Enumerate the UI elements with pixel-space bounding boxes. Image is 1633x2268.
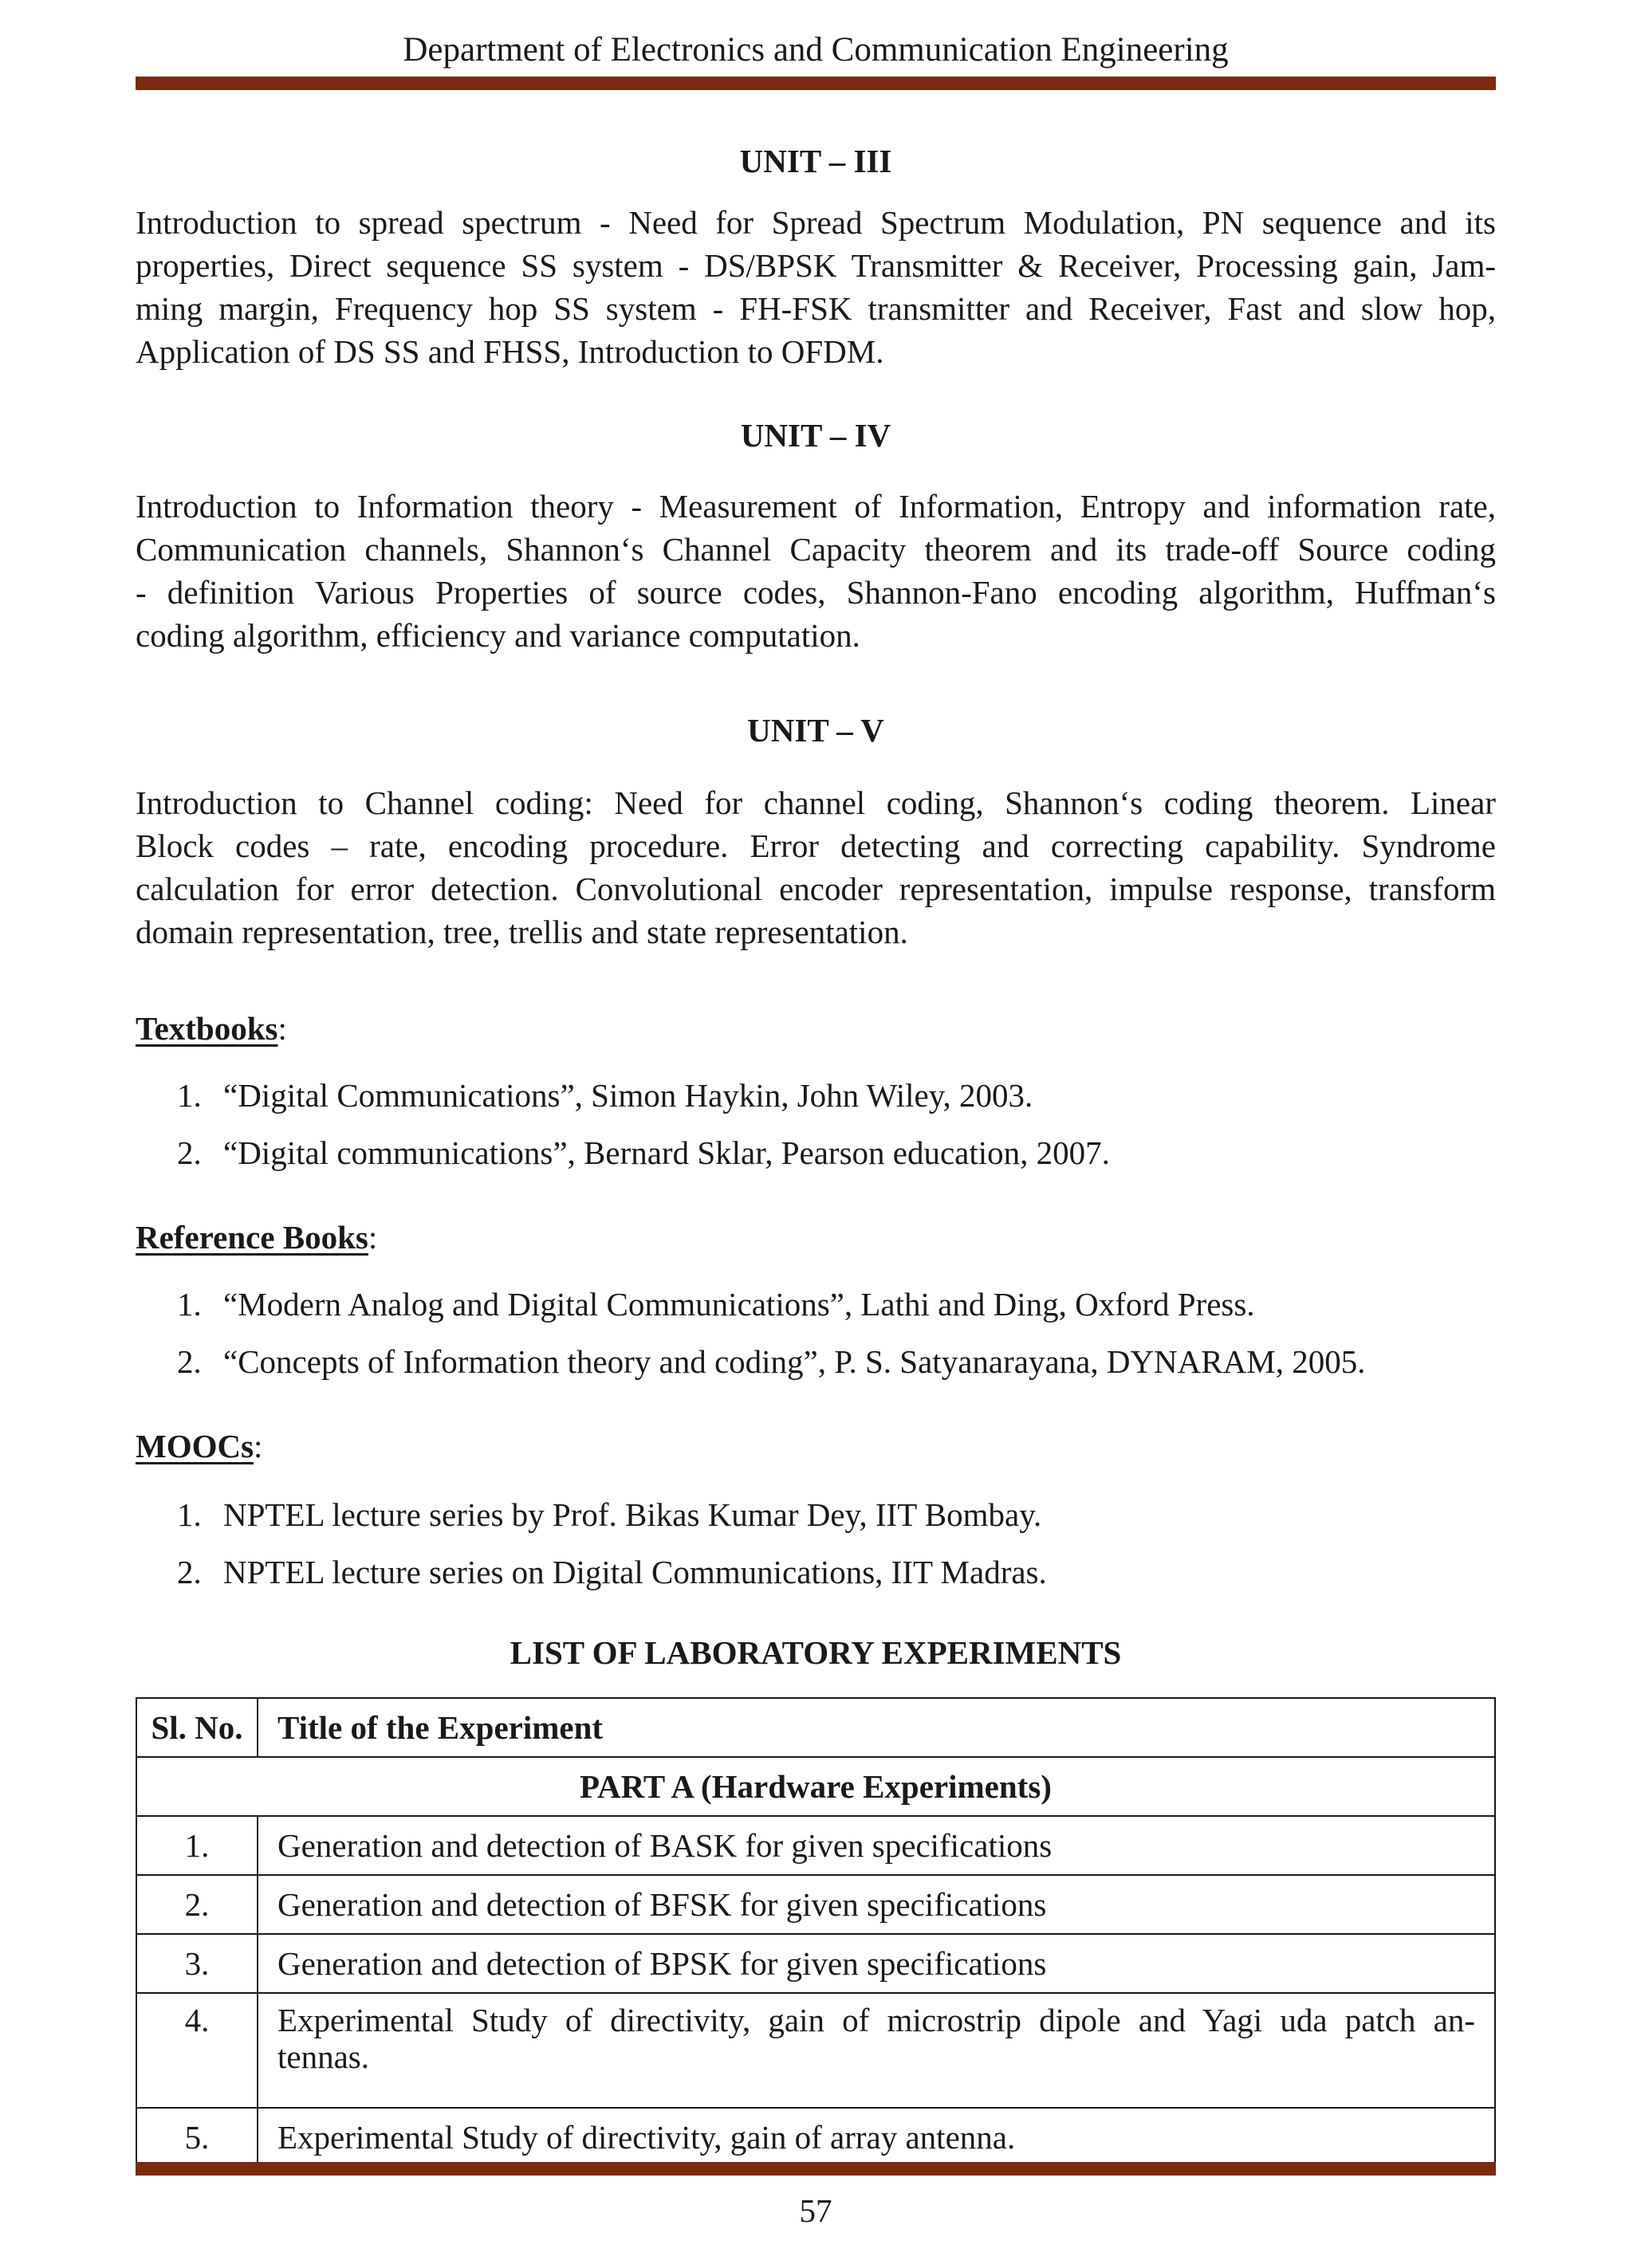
list-item: [177, 1283, 1255, 1325]
row-title-line: Experimental Study of directivity, gain of microstrip dipole and Yagi uda patch an-: [277, 2002, 1475, 2038]
column-header-slno: Sl. No.: [136, 1698, 258, 1757]
list-item-number: 1.: [177, 1286, 202, 1323]
row-title: Generation and detection of BPSK for given specifications: [258, 1934, 1495, 1993]
paragraph-line: Introduction to Channel coding: Need for channel coding, Shannon‘s coding theorem. Linear: [136, 784, 1496, 821]
row-number: 3.: [136, 1934, 258, 1993]
moocs-heading-label: MOOCs: [136, 1428, 254, 1464]
unit-iv-heading: UNIT – IV: [740, 417, 891, 454]
paragraph-line: Application of DS SS and FHSS, Introduction to OFDM.: [136, 333, 884, 370]
lab-experiments-table: [136, 1697, 1496, 2168]
paragraph-line: Introduction to Information theory - Measurement of Information, Entropy and information rate,: [136, 488, 1496, 525]
unit-iv-paragraph: [136, 485, 1496, 657]
list-item-text: NPTEL lecture series by Prof. Bikas Kumar Dey, IIT Bombay.: [223, 1496, 1042, 1533]
page-number: 57: [799, 2192, 832, 2229]
list-item: [177, 1132, 1110, 1173]
list-item-text: “Digital communications”, Bernard Sklar, Pearson education, 2007.: [223, 1134, 1110, 1171]
table-header-row: [136, 1698, 1495, 1757]
list-item: [177, 1551, 1047, 1593]
row-title: Generation and detection of BASK for given specifications: [258, 1816, 1495, 1875]
paragraph-line: coding algorithm, efficiency and variance computation.: [136, 617, 860, 654]
paragraph-line: calculation for error detection. Convolutional encoder representation, impulse response, transform: [136, 871, 1496, 907]
list-item-text: “Concepts of Information theory and coding”, P. S. Satyanarayana, DYNARAM, 2005.: [223, 1343, 1366, 1380]
paragraph-line: - definition Various Properties of source codes, Shannon-Fano encoding algorithm, Huffman‘s: [136, 574, 1496, 611]
moocs-heading: MOOCs:: [136, 1428, 263, 1464]
paragraph-line: Introduction to spread spectrum - Need for Spread Spectrum Modulation, PN sequence and its: [136, 204, 1496, 241]
table-row: [136, 1993, 1495, 2108]
list-item-text: “Modern Analog and Digital Communications”, Lathi and Ding, Oxford Press.: [223, 1286, 1255, 1323]
list-item-number: 2.: [177, 1134, 202, 1171]
paragraph-line: ming margin, Frequency hop SS system - FH-FSK transmitter and Receiver, Fast and slow hop,: [136, 290, 1496, 327]
list-item-number: 2.: [177, 1554, 202, 1590]
row-number: 2.: [136, 1875, 258, 1934]
row-number: 1.: [136, 1816, 258, 1875]
unit-iii-paragraph: [136, 201, 1496, 373]
part-a-label: PART A (Hardware Experiments): [136, 1757, 1495, 1816]
textbooks-heading-label: Textbooks: [136, 1010, 278, 1047]
row-title-line: tennas.: [277, 2038, 369, 2075]
table-row: [136, 1816, 1495, 1875]
table-row: [136, 1934, 1495, 1993]
lab-experiments-title: LIST OF LABORATORY EXPERIMENTS: [510, 1634, 1122, 1671]
paragraph-line: properties, Direct sequence SS system - DS/BPSK Transmitter & Receiver, Processing gain, Jam-: [136, 247, 1496, 284]
list-item-number: 2.: [177, 1343, 202, 1380]
unit-v-heading: UNIT – V: [747, 712, 884, 749]
table-section-row: [136, 1757, 1495, 1816]
list-item-number: 1.: [177, 1077, 202, 1114]
row-number: 4.: [136, 1993, 258, 2108]
list-item-number: 1.: [177, 1496, 202, 1533]
reference-books-heading-label: Reference Books: [136, 1219, 368, 1256]
unit-v-paragraph: [136, 781, 1496, 953]
list-item: [177, 1341, 1365, 1382]
list-item: [177, 1494, 1041, 1535]
row-title: Experimental Study of directivity, gain of array antenna.: [258, 2108, 1495, 2167]
paragraph-line: Block codes – rate, encoding procedure. Error detecting and correcting capability. Syndrome: [136, 827, 1496, 864]
footer-rule: [136, 2162, 1496, 2176]
column-header-title: Title of the Experiment: [258, 1698, 1495, 1757]
paragraph-line: domain representation, tree, trellis and state representation.: [136, 914, 908, 950]
page-header: Department of Electronics and Communication Engineering: [403, 31, 1229, 69]
textbooks-heading: Textbooks:: [136, 1010, 287, 1047]
list-item-text: NPTEL lecture series on Digital Communications, IIT Madras.: [223, 1554, 1047, 1590]
unit-iii-heading: UNIT – III: [739, 143, 892, 179]
list-item-text: “Digital Communications”, Simon Haykin, John Wiley, 2003.: [223, 1077, 1033, 1114]
paragraph-line: Communication channels, Shannon‘s Channel Capacity theorem and its trade-off Source coding: [136, 531, 1496, 568]
table-row: [136, 1875, 1495, 1934]
table-row: [136, 2108, 1495, 2167]
row-title: Generation and detection of BFSK for given specifications: [258, 1875, 1495, 1934]
row-number: 5.: [136, 2108, 258, 2167]
reference-books-heading: Reference Books:: [136, 1219, 378, 1256]
header-rule: [136, 77, 1496, 90]
row-title: [258, 1993, 1495, 2108]
list-item: [177, 1075, 1033, 1116]
